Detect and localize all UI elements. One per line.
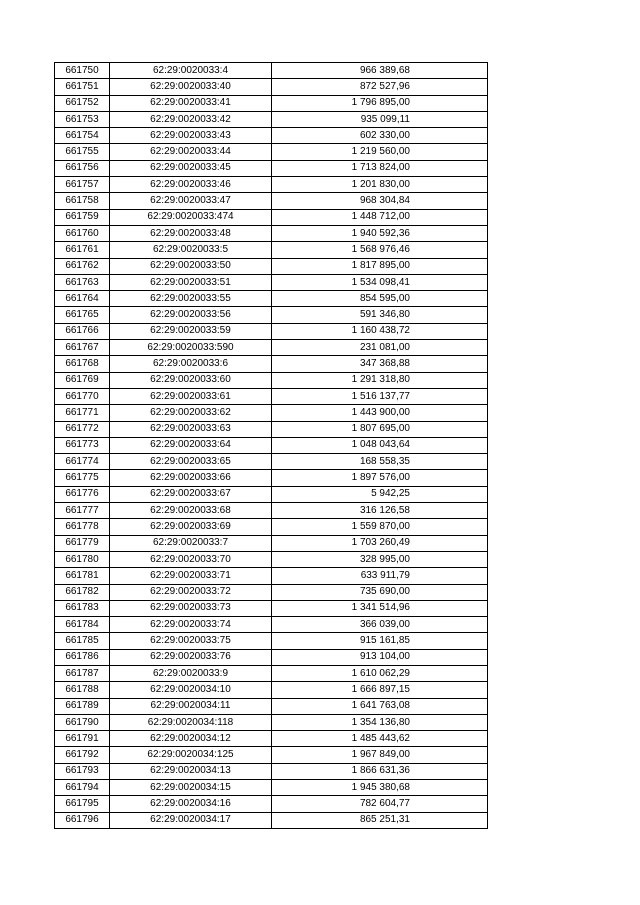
cadastral-number-cell: 62:29:0020033:72 [110, 584, 272, 600]
cadastral-number-cell: 62:29:0020034:15 [110, 780, 272, 796]
cadastral-value-cell: 1 354 136,80 [272, 714, 488, 730]
row-number-cell: 661773 [55, 437, 110, 453]
cadastral-number-cell: 62:29:0020033:50 [110, 258, 272, 274]
cadastral-number-cell: 62:29:0020033:66 [110, 470, 272, 486]
row-number-cell: 661751 [55, 79, 110, 95]
cadastral-number-cell: 62:29:0020033:59 [110, 323, 272, 339]
cadastral-number-cell: 62:29:0020033:41 [110, 95, 272, 111]
table-row [55, 649, 488, 665]
cadastral-number-cell: 62:29:0020033:64 [110, 437, 272, 453]
cadastral-value-table [54, 62, 488, 829]
table-row [55, 535, 488, 551]
cadastral-value-cell: 1 666 897,15 [272, 682, 488, 698]
row-number-cell: 661780 [55, 551, 110, 567]
cadastral-number-cell: 62:29:0020033:590 [110, 340, 272, 356]
table-row [55, 307, 488, 323]
cadastral-number-cell: 62:29:0020033:6 [110, 356, 272, 372]
table-row [55, 682, 488, 698]
cadastral-value-cell: 1 534 098,41 [272, 274, 488, 290]
row-number-cell: 661782 [55, 584, 110, 600]
cadastral-value-cell: 1 443 900,00 [272, 405, 488, 421]
cadastral-value-cell: 1 967 849,00 [272, 747, 488, 763]
row-number-cell: 661756 [55, 160, 110, 176]
table-row [55, 617, 488, 633]
cadastral-number-cell: 62:29:0020033:48 [110, 225, 272, 241]
row-number-cell: 661754 [55, 128, 110, 144]
cadastral-value-cell: 5 942,25 [272, 486, 488, 502]
row-number-cell: 661766 [55, 323, 110, 339]
row-number-cell: 661763 [55, 274, 110, 290]
table-row [55, 698, 488, 714]
cadastral-value-cell: 231 081,00 [272, 340, 488, 356]
table-row [55, 291, 488, 307]
cadastral-number-cell: 62:29:0020034:17 [110, 812, 272, 828]
cadastral-value-cell: 316 126,58 [272, 503, 488, 519]
table-row [55, 763, 488, 779]
table-row [55, 584, 488, 600]
table-row [55, 470, 488, 486]
cadastral-number-cell: 62:29:0020033:51 [110, 274, 272, 290]
table-body [55, 63, 488, 829]
row-number-cell: 661778 [55, 519, 110, 535]
cadastral-value-cell: 1 559 870,00 [272, 519, 488, 535]
row-number-cell: 661793 [55, 763, 110, 779]
cadastral-number-cell: 62:29:0020033:474 [110, 209, 272, 225]
row-number-cell: 661796 [55, 812, 110, 828]
cadastral-value-cell: 1 807 695,00 [272, 421, 488, 437]
row-number-cell: 661777 [55, 503, 110, 519]
cadastral-number-cell: 62:29:0020033:9 [110, 665, 272, 681]
cadastral-number-cell: 62:29:0020034:12 [110, 731, 272, 747]
cadastral-value-cell: 913 104,00 [272, 649, 488, 665]
row-number-cell: 661779 [55, 535, 110, 551]
table-row [55, 633, 488, 649]
cadastral-value-cell: 328 995,00 [272, 551, 488, 567]
cadastral-number-cell: 62:29:0020033:63 [110, 421, 272, 437]
cadastral-number-cell: 62:29:0020033:60 [110, 372, 272, 388]
row-number-cell: 661788 [55, 682, 110, 698]
cadastral-number-cell: 62:29:0020033:43 [110, 128, 272, 144]
table-row [55, 600, 488, 616]
table-row [55, 128, 488, 144]
cadastral-number-cell: 62:29:0020034:125 [110, 747, 272, 763]
row-number-cell: 661776 [55, 486, 110, 502]
cadastral-number-cell: 62:29:0020034:10 [110, 682, 272, 698]
cadastral-value-cell: 1 817 895,00 [272, 258, 488, 274]
cadastral-number-cell: 62:29:0020033:44 [110, 144, 272, 160]
cadastral-number-cell: 62:29:0020033:46 [110, 177, 272, 193]
table-row [55, 714, 488, 730]
row-number-cell: 661794 [55, 780, 110, 796]
cadastral-number-cell: 62:29:0020034:11 [110, 698, 272, 714]
table-row [55, 242, 488, 258]
row-number-cell: 661786 [55, 649, 110, 665]
table-row [55, 160, 488, 176]
row-number-cell: 661789 [55, 698, 110, 714]
cadastral-value-cell: 865 251,31 [272, 812, 488, 828]
cadastral-value-cell: 1 219 560,00 [272, 144, 488, 160]
row-number-cell: 661769 [55, 372, 110, 388]
table-row [55, 665, 488, 681]
cadastral-value-cell: 1 641 763,08 [272, 698, 488, 714]
row-number-cell: 661759 [55, 209, 110, 225]
cadastral-value-cell: 168 558,35 [272, 454, 488, 470]
row-number-cell: 661795 [55, 796, 110, 812]
cadastral-value-cell: 915 161,85 [272, 633, 488, 649]
cadastral-number-cell: 62:29:0020033:62 [110, 405, 272, 421]
cadastral-value-cell: 366 039,00 [272, 617, 488, 633]
table-row [55, 388, 488, 404]
row-number-cell: 661772 [55, 421, 110, 437]
cadastral-value-cell: 1 048 043,64 [272, 437, 488, 453]
row-number-cell: 661791 [55, 731, 110, 747]
cadastral-value-cell: 347 368,88 [272, 356, 488, 372]
table-row [55, 519, 488, 535]
table-row [55, 274, 488, 290]
row-number-cell: 661774 [55, 454, 110, 470]
table-row [55, 780, 488, 796]
cadastral-number-cell: 62:29:0020033:67 [110, 486, 272, 502]
cadastral-value-cell: 854 595,00 [272, 291, 488, 307]
table-row [55, 144, 488, 160]
table-row [55, 747, 488, 763]
row-number-cell: 661762 [55, 258, 110, 274]
cadastral-number-cell: 62:29:0020033:42 [110, 111, 272, 127]
row-number-cell: 661770 [55, 388, 110, 404]
row-number-cell: 661750 [55, 63, 110, 79]
row-number-cell: 661755 [55, 144, 110, 160]
row-number-cell: 661760 [55, 225, 110, 241]
row-number-cell: 661753 [55, 111, 110, 127]
cadastral-value-cell: 591 346,80 [272, 307, 488, 323]
cadastral-value-cell: 1 610 062,29 [272, 665, 488, 681]
row-number-cell: 661775 [55, 470, 110, 486]
cadastral-number-cell: 62:29:0020033:40 [110, 79, 272, 95]
cadastral-value-cell: 935 099,11 [272, 111, 488, 127]
cadastral-number-cell: 62:29:0020033:5 [110, 242, 272, 258]
cadastral-number-cell: 62:29:0020033:4 [110, 63, 272, 79]
cadastral-value-cell: 1 940 592,36 [272, 225, 488, 241]
cadastral-number-cell: 62:29:0020033:70 [110, 551, 272, 567]
table-row [55, 731, 488, 747]
cadastral-number-cell: 62:29:0020033:56 [110, 307, 272, 323]
table-row [55, 177, 488, 193]
cadastral-value-cell: 1 291 318,80 [272, 372, 488, 388]
table-row [55, 356, 488, 372]
cadastral-number-cell: 62:29:0020033:76 [110, 649, 272, 665]
row-number-cell: 661790 [55, 714, 110, 730]
table-row [55, 551, 488, 567]
table-row [55, 568, 488, 584]
cadastral-number-cell: 62:29:0020033:73 [110, 600, 272, 616]
cadastral-value-cell: 633 911,79 [272, 568, 488, 584]
cadastral-number-cell: 62:29:0020033:45 [110, 160, 272, 176]
cadastral-number-cell: 62:29:0020034:118 [110, 714, 272, 730]
cadastral-value-cell: 1 796 895,00 [272, 95, 488, 111]
cadastral-value-cell: 782 604,77 [272, 796, 488, 812]
cadastral-number-cell: 62:29:0020034:13 [110, 763, 272, 779]
cadastral-value-cell: 1 448 712,00 [272, 209, 488, 225]
cadastral-number-cell: 62:29:0020033:75 [110, 633, 272, 649]
table-row [55, 63, 488, 79]
row-number-cell: 661784 [55, 617, 110, 633]
cadastral-value-cell: 1 703 260,49 [272, 535, 488, 551]
table-row [55, 421, 488, 437]
row-number-cell: 661783 [55, 600, 110, 616]
cadastral-value-cell: 1 945 380,68 [272, 780, 488, 796]
row-number-cell: 661771 [55, 405, 110, 421]
table-row [55, 372, 488, 388]
table-row [55, 340, 488, 356]
table-row [55, 323, 488, 339]
cadastral-value-cell: 1 485 443,62 [272, 731, 488, 747]
table-row [55, 454, 488, 470]
table-row [55, 209, 488, 225]
cadastral-value-cell: 1 866 631,36 [272, 763, 488, 779]
row-number-cell: 661758 [55, 193, 110, 209]
table-row [55, 79, 488, 95]
cadastral-number-cell: 62:29:0020033:55 [110, 291, 272, 307]
cadastral-value-cell: 872 527,96 [272, 79, 488, 95]
cadastral-number-cell: 62:29:0020033:74 [110, 617, 272, 633]
cadastral-value-cell: 966 389,68 [272, 63, 488, 79]
table-row [55, 796, 488, 812]
row-number-cell: 661785 [55, 633, 110, 649]
cadastral-value-cell: 602 330,00 [272, 128, 488, 144]
row-number-cell: 661787 [55, 665, 110, 681]
cadastral-value-cell: 1 897 576,00 [272, 470, 488, 486]
cadastral-number-cell: 62:29:0020033:61 [110, 388, 272, 404]
row-number-cell: 661792 [55, 747, 110, 763]
table-row [55, 258, 488, 274]
row-number-cell: 661767 [55, 340, 110, 356]
cadastral-value-cell: 1 516 137,77 [272, 388, 488, 404]
table-row [55, 225, 488, 241]
cadastral-number-cell: 62:29:0020034:16 [110, 796, 272, 812]
cadastral-value-cell: 1 341 514,96 [272, 600, 488, 616]
table-row [55, 193, 488, 209]
cadastral-value-cell: 1 713 824,00 [272, 160, 488, 176]
row-number-cell: 661765 [55, 307, 110, 323]
cadastral-value-cell: 1 160 438,72 [272, 323, 488, 339]
table-row [55, 111, 488, 127]
cadastral-number-cell: 62:29:0020033:69 [110, 519, 272, 535]
row-number-cell: 661764 [55, 291, 110, 307]
table-row [55, 95, 488, 111]
row-number-cell: 661752 [55, 95, 110, 111]
cadastral-number-cell: 62:29:0020033:71 [110, 568, 272, 584]
row-number-cell: 661768 [55, 356, 110, 372]
row-number-cell: 661761 [55, 242, 110, 258]
table-row [55, 405, 488, 421]
cadastral-value-cell: 735 690,00 [272, 584, 488, 600]
cadastral-number-cell: 62:29:0020033:68 [110, 503, 272, 519]
table-row [55, 503, 488, 519]
table-row [55, 812, 488, 828]
row-number-cell: 661757 [55, 177, 110, 193]
cadastral-number-cell: 62:29:0020033:65 [110, 454, 272, 470]
cadastral-number-cell: 62:29:0020033:47 [110, 193, 272, 209]
cadastral-number-cell: 62:29:0020033:7 [110, 535, 272, 551]
cadastral-value-cell: 1 568 976,46 [272, 242, 488, 258]
cadastral-value-cell: 968 304,84 [272, 193, 488, 209]
cadastral-value-cell: 1 201 830,00 [272, 177, 488, 193]
table-row [55, 486, 488, 502]
row-number-cell: 661781 [55, 568, 110, 584]
table-row [55, 437, 488, 453]
